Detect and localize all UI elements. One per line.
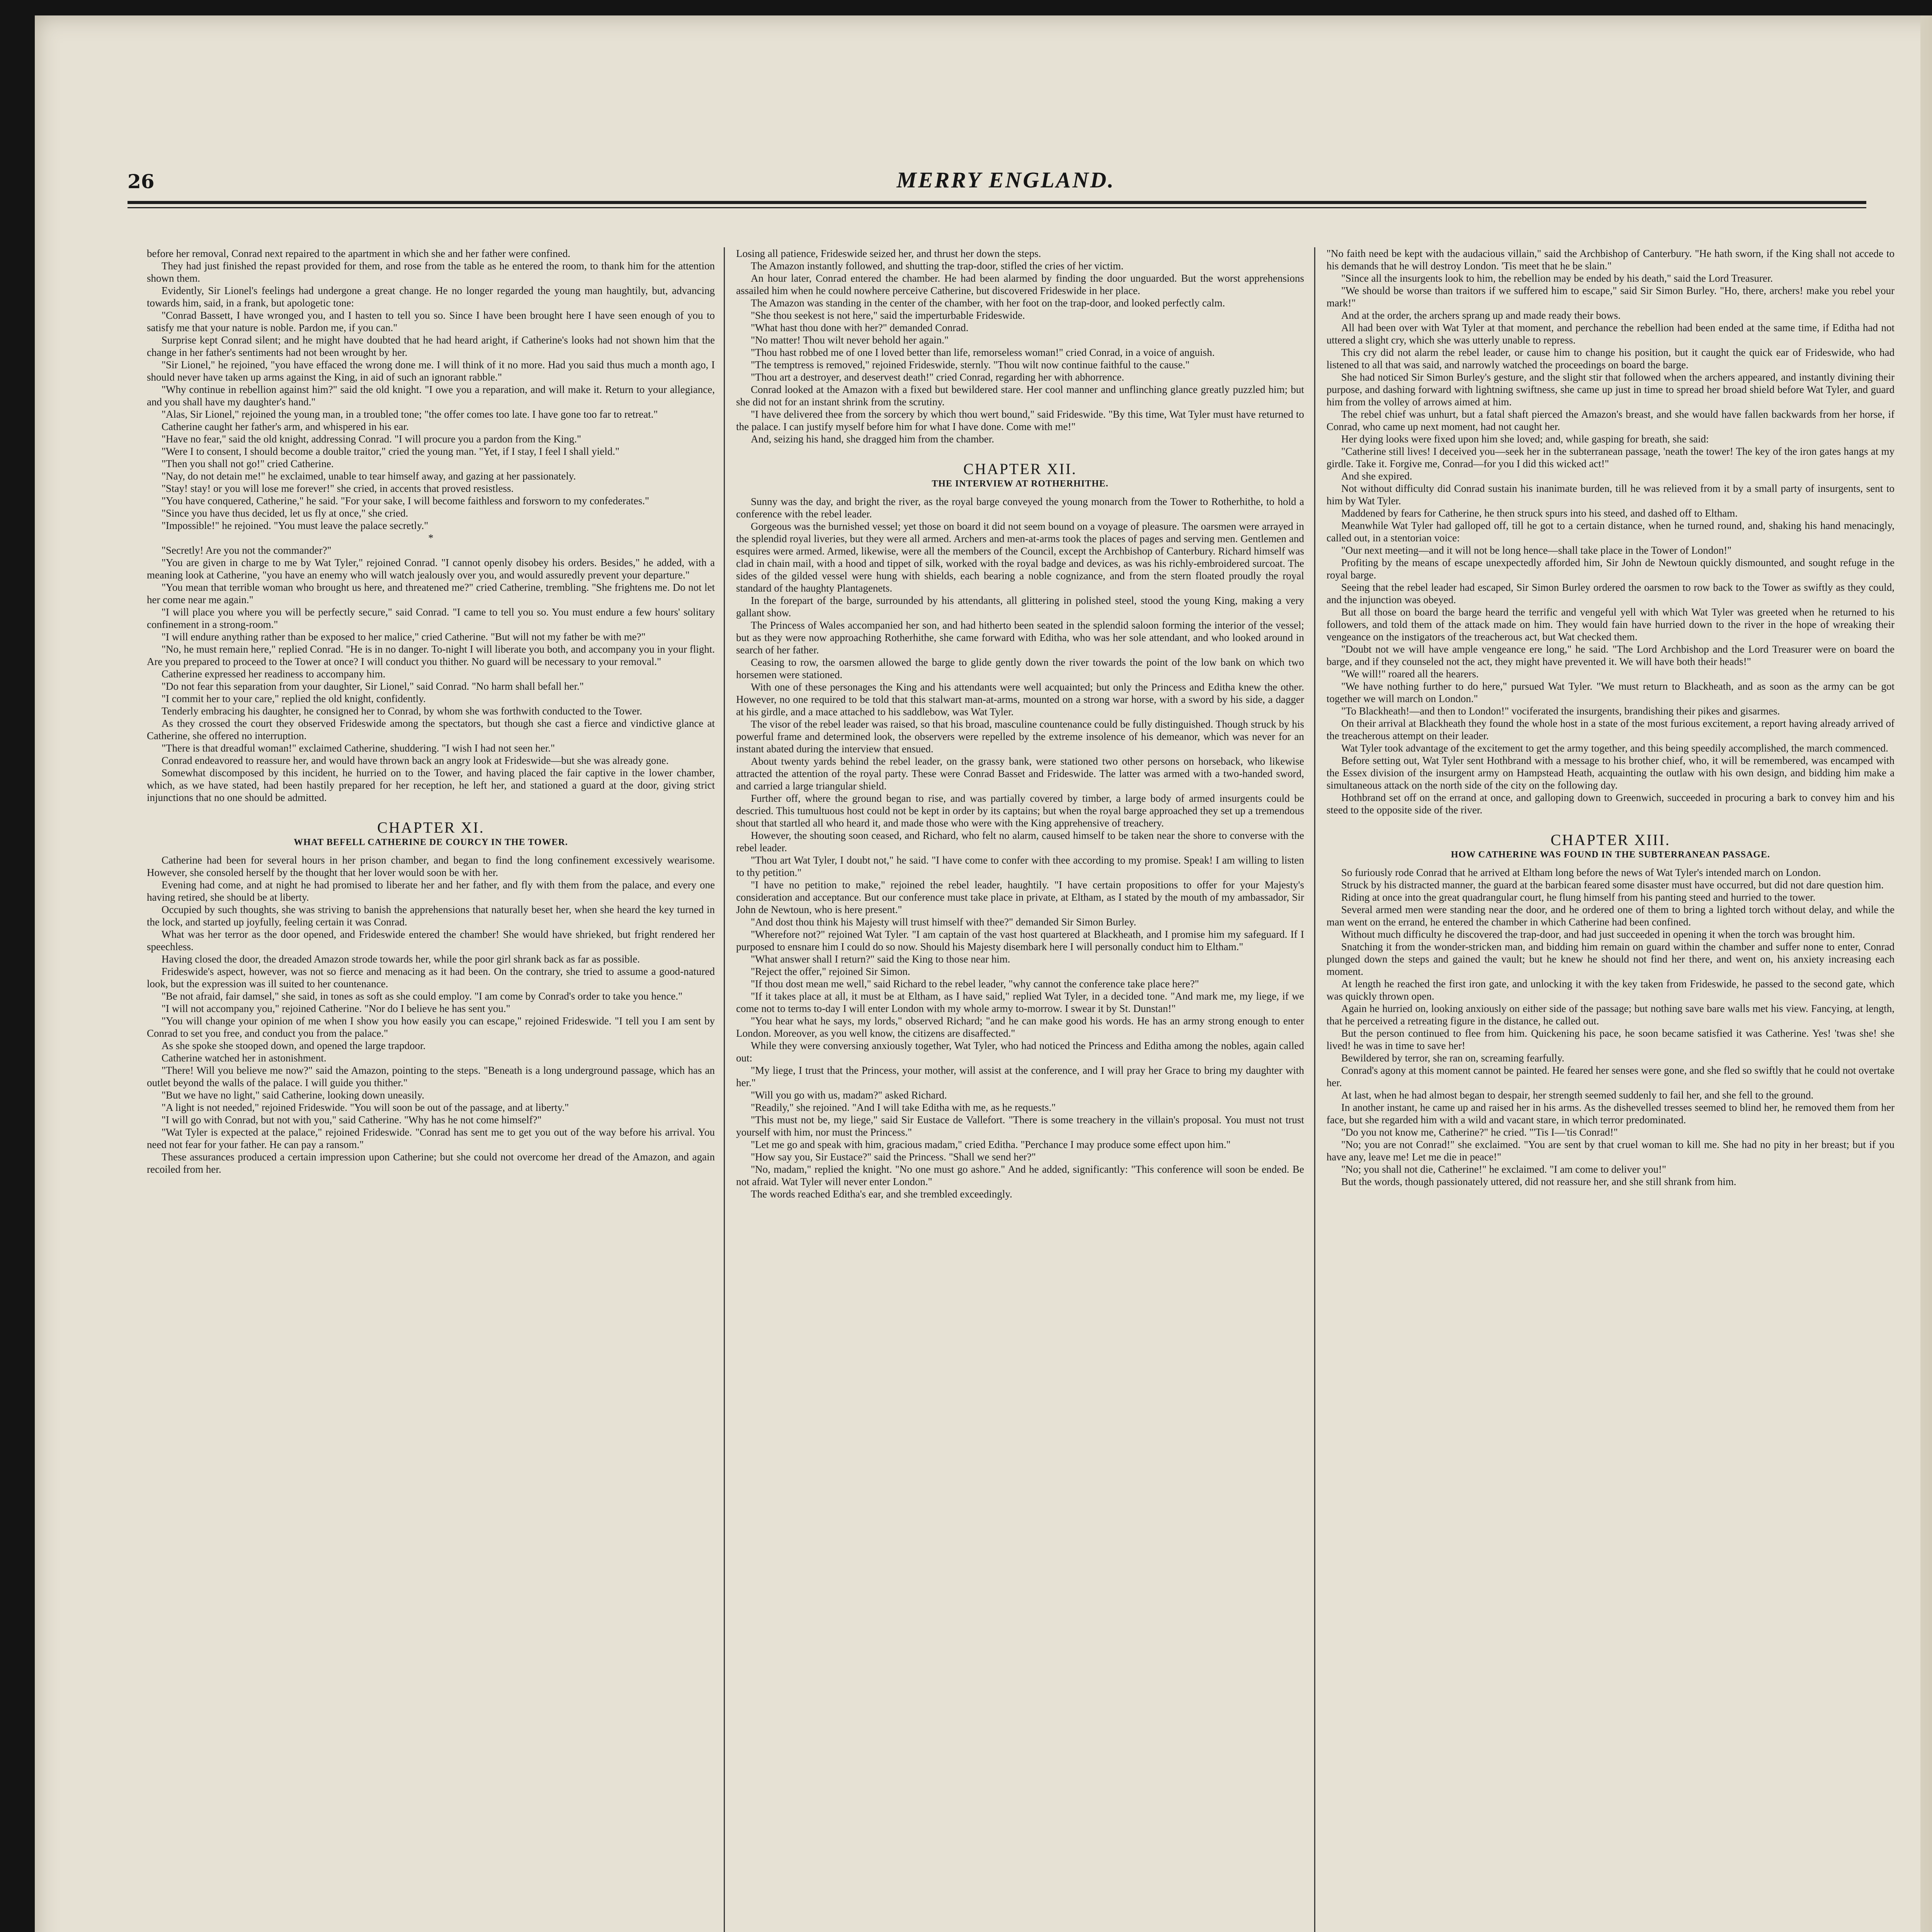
paragraph: "No; you are not Conrad!" she exclaimed. "You are sent by that cruel woman to kill me. She had no pity in her breast; but if you have any, leave me! Let me die in peace!" xyxy=(1327,1139,1895,1163)
paragraph: "You will change your opinion of me when I show you how easily you can escape," rejoined Frideswide. "I tell you I am sent by Conrad to set you free, and conduct you from the palace." xyxy=(147,1015,715,1039)
paragraph: Tenderly embracing his daughter, he consigned her to Conrad, by whom she was forthwith conducted to the Tower. xyxy=(162,705,642,717)
paragraph: And she expired. xyxy=(1341,470,1412,482)
column-rule xyxy=(724,247,725,1932)
paragraph: Sunny was the day, and bright the river, as the royal barge conveyed the young monarch from the Tower to Rotherhithe, to hold a conference with the rebel leader. xyxy=(736,496,1304,520)
paragraph: But the words, though passionately uttered, did not reassure her, and she still shrank from him. xyxy=(1341,1176,1736,1187)
paragraph: "To Blackheath!—and then to London!" vociferated the insurgents, brandishing their pikes and gisarmes. xyxy=(1341,705,1780,717)
paragraph: "I will go with Conrad, but not with you," said Catherine. "Why has he not come himself?" xyxy=(162,1114,542,1126)
paragraph: "Let me go and speak with him, gracious madam," cried Editha. "Perchance I may produce some effect upon him." xyxy=(751,1139,1231,1150)
page-binding-edge xyxy=(1920,15,1932,1932)
paragraph: "Will you go with us, madam?" asked Richard. xyxy=(751,1089,947,1101)
paragraph: "I will endure anything rather than be exposed to her malice," cried Catherine. "But will not my father be with me?" xyxy=(162,631,646,643)
paragraph: "This must not be, my liege," said Sir Eustace de Vallefort. "There is some treachery in the villain's proposal. You must not trust yourself with him, nor must the Princess." xyxy=(736,1114,1304,1138)
paragraph: Meanwhile Wat Tyler had galloped off, till he got to a certain distance, when he turned round, and, shaking his hand menacingly, called out, in a stentorian voice: xyxy=(1327,520,1895,544)
paragraph: "No, madam," replied the knight. "No one must go ashore." And he added, significantly: "This conference will soon be ended. Be not afraid. Wat Tyler will never enter London." xyxy=(736,1163,1304,1187)
paragraph: Losing all patience, Frideswide seized her, and thrust her down the steps. xyxy=(736,248,1041,259)
paragraph: "Thou hast robbed me of one I loved better than life, remorseless woman!" cried Conrad, in a voice of anguish. xyxy=(751,347,1215,358)
paragraph: Without much difficulty he discovered the trap-door, and had just succeeded in opening it when the torch was brought him. xyxy=(1341,929,1855,940)
paragraph: "She thou seekest is not here," said the imperturbable Frideswide. xyxy=(751,310,1025,321)
paragraph: Snatching it from the wonder-stricken man, and bidding him remain on guard within the chamber and suffer none to enter, Conrad plunged down the steps and gained the vault; but he knew he should not find her there, and went on, his anxiety increasing each moment. xyxy=(1327,941,1895,977)
paragraph: Conrad's agony at this moment cannot be painted. He feared her senses were gone, and she fled so swiftly that he could not overtake her. xyxy=(1327,1065,1895,1088)
paragraph: Somewhat discomposed by this incident, he hurried on to the Tower, and having placed the fair captive in the lower chamber, which, as we have stated, had been hastily prepared for her reception, he left her, and stationed a guard at the door, giving strict injunctions that no one should be admitted. xyxy=(147,767,715,803)
paragraph: The Amazon was standing in the center of the chamber, with her foot on the trap-door, and looked perfectly calm. xyxy=(751,297,1225,309)
paragraph: So furiously rode Conrad that he arrived at Eltham long before the news of Wat Tyler's intended march on London. xyxy=(1341,867,1821,878)
paragraph: She had noticed Sir Simon Burley's gesture, and the slight stir that followed when the archers appeared, and instantly divining their purpose, and dashing forward with lightning swiftness, she came up just in time to spread her broad shield before Wat Tyler, and guard him from the volley of arrows aimed at him. xyxy=(1327,371,1895,408)
paragraph: "If thou dost mean me well," said Richard to the rebel leader, "why cannot the conference take place here?" xyxy=(751,978,1199,990)
paragraph: Wat Tyler took advantage of the excitement to get the army together, and this being speedily accomplished, the march commenced. xyxy=(1341,742,1888,754)
paragraph: "The temptress is removed," rejoined Frideswide, sternly. "Thou wilt now continue faithful to the cause." xyxy=(751,359,1190,371)
paragraph: As she spoke she stooped down, and opened the large trapdoor. xyxy=(162,1040,426,1051)
running-head: MERRY ENGLAND. xyxy=(896,167,1115,192)
paragraph: "Stay! stay! or you will lose me forever!" she cried, in accents that proved resistless. xyxy=(162,483,514,494)
paragraph: Catherine expressed her readiness to accompany him. xyxy=(162,668,386,680)
paragraph: Occupied by such thoughts, she was striving to banish the apprehensions that naturally beset her, when she heard the key turned in the lock, and started up joyfully, feeling certain it was Conrad. xyxy=(147,904,715,928)
paragraph: The Princess of Wales accompanied her son, and had hitherto been seated in the splendid saloon forming the interior of the vessel; but as they were now approaching Rotherhithe, she came forward with Editha, who was her sole attendant, and who looked around in search of her father. xyxy=(736,619,1304,656)
paragraph: "Since all the insurgents look to him, the rebellion may be ended by his death," said the Lord Treasurer. xyxy=(1341,272,1773,284)
paragraph: In another instant, he came up and raised her in his arms. As the dishevelled tresses seemed to blind her, he removed them from her face, but she regarded him with a wild and vacant stare, in which terror predominated. xyxy=(1327,1102,1895,1126)
paragraph: Seeing that the rebel leader had escaped, Sir Simon Burley ordered the oarsmen to row back to the Tower as swiftly as they could, and the injunction was obeyed. xyxy=(1327,582,1895,605)
paragraph: "We will!" roared all the hearers. xyxy=(1341,668,1479,680)
paragraph: Surprise kept Conrad silent; and he might have doubted that he had heard aright, if Catherine's looks had not shown him that the change in her father's sentiments had not been wrought by her. xyxy=(147,334,715,358)
paragraph: "Doubt not we will have ample vengeance ere long," he said. "The Lord Archbishop and the Lord Treasurer were on board the barge, and if they counseled not the act, they might have prevented it. We will have both their heads!" xyxy=(1327,643,1895,667)
paragraph: The rebel chief was unhurt, but a fatal shaft pierced the Amazon's breast, and she would have fallen backwards from her horse, if Conrad, who came up next moment, had not caught her. xyxy=(1327,408,1895,432)
paragraph: "No; you shall not die, Catherine!" he exclaimed. "I am come to deliver you!" xyxy=(1341,1163,1667,1175)
paragraph: All had been over with Wat Tyler at that moment, and perchance the rebellion had been ended at the same time, if Editha had not uttered a slight cry, which she was utterly unable to repress. xyxy=(1327,322,1895,346)
paragraph: On their arrival at Blackheath they found the whole host in a state of the most furious excitement, a report having already arrived of the treacherous attempt on their leader. xyxy=(1327,718,1895,742)
paragraph: What was her terror as the door opened, and Frideswide entered the chamber! She would have shrieked, but fright rendered her speechless. xyxy=(147,929,715,952)
paragraph: "You hear what he says, my lords," observed Richard; "and he can make good his words. He has an army strong enough to enter London. Moreover, as you well know, the citizens are disaffected." xyxy=(736,1015,1304,1039)
paragraph: "Why continue in rebellion against him?" said the old knight. "I owe you a reparation, and will make it. Return to your allegiance, and you shall have my daughter's hand." xyxy=(147,384,715,408)
chapter-heading: CHAPTER XIII. xyxy=(1550,831,1671,849)
paragraph: "Reject the offer," rejoined Sir Simon. xyxy=(751,966,910,977)
paragraph: Again he hurried on, looking anxiously on either side of the passage; but nothing save bare walls met his view. Fancying, at length, that he perceived a retreating figure in the distance, he called out. xyxy=(1327,1003,1895,1027)
paragraph: "I have no petition to make," rejoined the rebel leader, haughtily. "I have certain propositions to offer for your Majesty's consideration and acceptance. But our conference must take place in private, at Eltham, as I stated by the mouth of my ambassador, Sir John de Newtoun, who is here present." xyxy=(736,879,1304,915)
paragraph: "You are given in charge to me by Wat Tyler," rejoined Conrad. "I cannot openly disobey his orders. Besides," he added, with a meaning look at Catherine, "you have an enemy who will watch jealously over you, and would assuredly prevent your departure." xyxy=(147,557,715,581)
paragraph: "You have conquered, Catherine," he said. "For your sake, I will become faithless and forsworn to my confederates." xyxy=(162,495,649,507)
paragraph: This cry did not alarm the rebel leader, or cause him to change his position, but it caught the quick ear of Frideswide, who had listened to all that was said, and narrowly watched the proceedings on board the barge. xyxy=(1327,347,1895,371)
paragraph: Catherine caught her father's arm, and whispered in his ear. xyxy=(162,421,409,432)
paragraph: "You mean that terrible woman who brought us here, and threatened me?" cried Catherine, trembling. "She frightens me. Do not let her come near me again." xyxy=(147,582,715,605)
paragraph: Gorgeous was the burnished vessel; yet those on board it did not seem bound on a voyage of pleasure. The oarsmen were arrayed in the splendid royal liveries, but they were all armed. Archers and men-at-arms took the places of pages and serving men. Gentlemen and esquires were armed. Armed, likewise, were all the members of the Council, except the Archbishop of Canterbury. Richard himself was clad in chain mail, with a hood and tippet of silk, worked with the royal badge and devices, as was his richly-embroidered surcoat. The sides of the gilded vessel were hung with shields, each bearing a noble cognizance, and from the stern floated proudly the royal standard of the haughty Plantagenets. xyxy=(736,520,1304,594)
paragraph: As they crossed the court they observed Frideswide among the spectators, but though she cast a fierce and vindictive glance at Catherine, she offered no interruption. xyxy=(147,718,715,742)
paragraph: "No matter! Thou wilt never behold her again." xyxy=(751,334,949,346)
paragraph: Before setting out, Wat Tyler sent Hothbrand with a message to his brother chief, who, it will be remembered, was encamped with the Essex division of the insurgent army on Hampstead Heath, acquainting the outlaw with his own design, and bidding him make a simultaneous attack on the north side of the city on the following day. xyxy=(1327,755,1895,791)
paragraph: But all those on board the barge heard the terrific and vengeful yell with which Wat Tyler was greeted when he returned to his followers, and told them of the attack made on him. They would fain have hurried down to the river in the hope of wreaking their vengeance on the instigators of the treacherous act, but Wat checked them. xyxy=(1327,606,1895,643)
paragraph: "Have no fear," said the old knight, addressing Conrad. "I will procure you a pardon from the King." xyxy=(162,433,581,445)
paragraph: "How say you, Sir Eustace?" said the Princess. "Shall we send her?" xyxy=(751,1151,1036,1163)
paragraph: "Wherefore not?" rejoined Wat Tyler. "I am captain of the vast host quartered at Blackheath, and I promise him my safeguard. If I purposed to ensnare him I could do so now. Should his Majesty disembark here I will personally conduct him to Eltham." xyxy=(736,929,1304,952)
chapter-subtitle: HOW CATHERINE WAS FOUND IN THE SUBTERRANEAN PASSAGE. xyxy=(1451,850,1770,860)
paragraph: "Wat Tyler is expected at the palace," rejoined Frideswide. "Conrad has sent me to get you out of the way before his arrival. You need not fear for your father. He can pay a ransom." xyxy=(147,1126,715,1150)
chapter-heading: CHAPTER XII. xyxy=(963,460,1077,478)
paragraph: The Amazon instantly followed, and shutting the trap-door, stifled the cries of her victim. xyxy=(751,260,1124,272)
paragraph: "I will not accompany you," rejoined Catherine. "Nor do I believe he has sent you." xyxy=(162,1003,510,1014)
paragraph: Further off, where the ground began to rise, and was partially covered by timber, a large body of armed insurgents could be descried. This tumultuous host could not be kept in order by its captains; but when the royal barge approached they set up a tremendous shout that startled all who heard it, and made those who were with the King apprehensive of treachery. xyxy=(736,793,1304,829)
paragraph: "There! Will you believe me now?" said the Amazon, pointing to the steps. "Beneath is a long underground passage, which has an outlet beyond the walls of the palace. I will guide you thither." xyxy=(147,1065,715,1088)
paragraph: Struck by his distracted manner, the guard at the barbican feared some disaster must have occurred, but did not dare question him. xyxy=(1341,879,1884,891)
paragraph: An hour later, Conrad entered the chamber. He had been alarmed by finding the door unguarded. But the worst apprehensions assailed him when he could nowhere perceive Catherine, but discovered Frideswide in her place. xyxy=(736,272,1304,296)
paragraph: "Be not afraid, fair damsel," she said, in tones as soft as she could employ. "I am come by Conrad's order to take you hence." xyxy=(162,990,683,1002)
paragraph: And, seizing his hand, she dragged him from the chamber. xyxy=(751,433,994,445)
paragraph: But the person continued to flee from him. Quickening his pace, he soon became satisfied it was Catherine. Yes! 'twas she! she lived! he was in time to save her! xyxy=(1327,1027,1895,1051)
paragraph: "If it takes place at all, it must be at Eltham, as I have said," replied Wat Tyler, in a decided tone. "And mark me, my liege, if we come not to terms to-day I will enter London with my whole army to-morrow. I swear it by St. Dunstan!" xyxy=(736,990,1304,1014)
text-column-3 xyxy=(1327,247,1895,1932)
chapter-heading: CHAPTER XI. xyxy=(377,819,485,836)
page-number: 26 xyxy=(128,170,155,193)
paragraph: Catherine had been for several hours in her prison chamber, and began to find the long confinement excessively wearisome. However, she consoled herself by the thought that her lover would soon be with her. xyxy=(147,854,715,878)
paragraph: "Impossible!" he rejoined. "You must leave the palace secretly." xyxy=(162,520,429,531)
paragraph: "Since you have thus decided, let us fly at once," she cried. xyxy=(162,507,408,519)
paragraph: "Thou art Wat Tyler, I doubt not," he said. "I have come to confer with thee according to my promise. Speak! I am willing to listen to thy petition." xyxy=(736,854,1304,878)
paragraph: "Then you shall not go!" cried Catherine. xyxy=(162,458,334,469)
paragraph: "Were I to consent, I should become a double traitor," cried the young man. "Yet, if I stay, I feel I shall yield." xyxy=(162,446,620,457)
paragraph: Ceasing to row, the oarsmen allowed the barge to glide gently down the river towards the point of the low bank on which two horsemen were stationed. xyxy=(736,656,1304,680)
paragraph: "We should be worse than traitors if we suffered him to escape," said Sir Simon Burley. "Ho, there, archers! make you rebel your mark!" xyxy=(1327,285,1895,309)
paragraph: Conrad endeavored to reassure her, and would have thrown back an angry look at Frideswide—but she was already gone. xyxy=(162,755,669,766)
header-rule xyxy=(128,201,1866,204)
paragraph: "I have delivered thee from the sorcery by which thou wert bound," said Frideswide. "By this time, Wat Tyler must have returned to the palace. I can justify myself before him for what I have done. Come with me!" xyxy=(736,408,1304,432)
chapter-subtitle: THE INTERVIEW AT ROTHERHITHE. xyxy=(932,479,1109,489)
paragraph: "Our next meeting—and it will not be long hence—shall take place in the Tower of London!" xyxy=(1341,544,1732,556)
paragraph: "No, he must remain here," replied Conrad. "He is in no danger. To-night I will liberate you both, and accompany you in your flight. Are you prepared to proceed to the Tower at once? I will conduct you thither. No guard will be necessary to your removal." xyxy=(147,643,715,667)
paragraph: "But we have no light," said Catherine, looking down uneasily. xyxy=(162,1089,425,1101)
paragraph: Evening had come, and at night he had promised to liberate her and her father, and fly with them from the palace, and every one having retired, she should be at liberty. xyxy=(147,879,715,903)
paragraph: These assurances produced a certain impression upon Catherine; but she could not overcome her dread of the Amazon, and again recoiled from her. xyxy=(147,1151,715,1175)
paragraph: "I will place you where you will be perfectly secure," said Conrad. "I came to tell you so. You must endure a few hours' solitary confinement in a strong-room." xyxy=(147,606,715,630)
chapter-subtitle: WHAT BEFELL CATHERINE DE COURCY IN THE TOWER. xyxy=(294,837,568,847)
paragraph: before her removal, Conrad next repaired to the apartment in which she and her father were confined. xyxy=(147,248,571,259)
paragraph: "Alas, Sir Lionel," rejoined the young man, in a troubled tone; "the offer comes too late. I have gone too far to retreat." xyxy=(162,408,658,420)
section-break: * xyxy=(428,532,434,544)
paragraph: While they were conversing anxiously together, Wat Tyler, who had noticed the Princess and Editha among the nobles, again called out: xyxy=(736,1040,1304,1064)
paragraph: "Nay, do not detain me!" he exclaimed, unable to tear himself away, and gazing at her passionately. xyxy=(162,470,576,482)
paragraph: "I commit her to your care," replied the old knight, confidently. xyxy=(162,693,426,704)
paragraph: "Conrad Bassett, I have wronged you, and I hasten to tell you so. Since I have been brought here I have seen enough of you to satisfy me that your nature is noble. Pardon me, if you can." xyxy=(147,310,715,333)
paragraph: "Secretly! Are you not the commander?" xyxy=(162,544,332,556)
paragraph: "What answer shall I return?" said the King to those near him. xyxy=(751,953,1010,965)
paragraph: "Thou art a destroyer, and deservest death!" cried Conrad, regarding her with abhorrence. xyxy=(751,371,1124,383)
paragraph: "No faith need be kept with the audacious villain," said the Archbishop of Canterbury. "He hath sworn, if the King shall not accede to his demands that he will destroy London. 'Tis meet that he be slain." xyxy=(1327,248,1895,272)
paragraph: At length he reached the first iron gate, and unlocking it with the key taken from Frideswide, he passed to the second gate, which was quickly thrown open. xyxy=(1327,978,1895,1002)
paragraph: "And dost thou think his Majesty will trust himself with thee?" demanded Sir Simon Burley. xyxy=(751,916,1136,928)
paragraph: Several armed men were standing near the door, and he ordered one of them to bring a lighted torch without delay, and while the man went on the errand, he entered the chamber in which Catherine had been confined. xyxy=(1327,904,1895,928)
text-column-2 xyxy=(736,247,1304,1932)
paragraph: "A light is not needed," rejoined Frideswide. "You will soon be out of the passage, and at liberty." xyxy=(162,1102,569,1113)
paragraph: "There is that dreadful woman!" exclaimed Catherine, shuddering. "I wish I had not seen her." xyxy=(162,742,555,754)
paragraph: "Catherine still lives! I deceived you—seek her in the subterranean passage, 'neath the tower! The key of the iron gates hangs at my girdle. Take it. Forgive me, Conrad—for you I did this wicked act!" xyxy=(1327,446,1895,469)
paragraph: Profiting by the means of escape unexpectedly afforded him, Sir John de Newtoun quickly dismounted, and sought refuge in the royal barge. xyxy=(1327,557,1895,581)
paragraph: Her dying looks were fixed upon him she loved; and, while gasping for breath, she said: xyxy=(1341,433,1709,445)
paragraph: They had just finished the repast provided for them, and rose from the table as he entered the room, to thank him for the attention shown them. xyxy=(147,260,715,284)
paragraph: "Do not fear this separation from your daughter, Sir Lionel," said Conrad. "No harm shall befall her." xyxy=(162,680,584,692)
paragraph: Catherine watched her in astonishment. xyxy=(162,1052,327,1064)
paragraph: "Sir Lionel," he rejoined, "you have effaced the wrong done me. I will think of it no more. Had you said thus much a month ago, I should never have taken up arms against the King, in aid of such an ignorant rabble." xyxy=(147,359,715,383)
paragraph: Maddened by fears for Catherine, he then struck spurs into his steed, and dashed off to Eltham. xyxy=(1341,507,1738,519)
header-rule-thin xyxy=(128,207,1866,208)
paragraph: Frideswide's aspect, however, was not so fierce and menacing as it had been. On the contrary, she tried to assume a good-natured look, but the expression was ill suited to her countenance. xyxy=(147,966,715,990)
paragraph: Bewildered by terror, she ran on, screaming fearfully. xyxy=(1341,1052,1565,1064)
paragraph: "Readily," she rejoined. "And I will take Editha with me, as he requests." xyxy=(751,1102,1056,1113)
paragraph: At last, when he had almost began to despair, her strength seemed suddenly to fail her, and she fell to the ground. xyxy=(1341,1089,1814,1101)
text-column-1 xyxy=(147,247,715,1932)
paragraph: "Do you not know me, Catherine?" he cried. "'Tis I—'tis Conrad!" xyxy=(1341,1126,1618,1138)
paragraph: With one of these personages the King and his attendants were well acquainted; but only the Princess and Editha knew the other. However, no one required to be told that this stalwart man-at-arms, mounted on a strong war horse, with a sword by his side, a dagger at his girdle, and a mace attached to his saddlebow, was Wat Tyler. xyxy=(736,681,1304,718)
paragraph: "We have nothing further to do here," pursued Wat Tyler. "We must return to Blackheath, and as soon as the army can be got together we will march on London." xyxy=(1327,680,1895,704)
paragraph: Having closed the door, the dreaded Amazon strode towards her, while the poor girl shrank back as far as possible. xyxy=(162,953,640,965)
paragraph: Not without difficulty did Conrad sustain his inanimate burden, till he was relieved from it by a small party of insurgents, sent to him by Wat Tyler. xyxy=(1327,483,1895,507)
paragraph: Conrad looked at the Amazon with a fixed but bewildered stare. Her cool manner and unflinching glance greatly puzzled him; but she did not for an instant shrink from the scrutiny. xyxy=(736,384,1304,408)
paragraph: In the forepart of the barge, surrounded by his attendants, all glittering in polished steel, stood the young King, making a very gallant show. xyxy=(736,595,1304,619)
paragraph: The visor of the rebel leader was raised, so that his broad, masculine countenance could be fully distinguished. Though struck by his powerful frame and determined look, the observers were repelled by the extreme insolence of his demeanor, which was never for an instant abated during the interview that ensued. xyxy=(736,718,1304,755)
paragraph: The words reached Editha's ear, and she trembled exceedingly. xyxy=(751,1188,1012,1200)
paragraph: And at the order, the archers sprang up and made ready their bows. xyxy=(1341,310,1621,321)
paragraph: "My liege, I trust that the Princess, your mother, will assist at the conference, and I will pray her Grace to bring my daughter with her." xyxy=(736,1065,1304,1088)
paragraph: Hothbrand set off on the errand at once, and galloping down to Greenwich, succeeded in procuring a bark to convey him and his steed to the opposite side of the river. xyxy=(1327,792,1895,816)
column-rule xyxy=(1314,247,1315,1932)
paragraph: Riding at once into the great quadrangular court, he flung himself from his panting steed and hurried to the tower. xyxy=(1341,891,1816,903)
paragraph: "What hast thou done with her?" demanded Conrad. xyxy=(751,322,969,333)
paragraph: About twenty yards behind the rebel leader, on the grassy bank, were stationed two other persons on horseback, who likewise attracted the attention of the royal party. These were Conrad Basset and Frideswide. The latter was armed with a two-handed sword, and carried a large triangular shield. xyxy=(736,755,1304,792)
paragraph: Evidently, Sir Lionel's feelings had undergone a great change. He no longer regarded the young man haughtily, but, advancing towards him, said, in a frank, but apologetic tone: xyxy=(147,285,715,309)
paragraph: However, the shouting soon ceased, and Richard, who felt no alarm, caused himself to be taken near the shore to converse with the rebel leader. xyxy=(736,830,1304,854)
